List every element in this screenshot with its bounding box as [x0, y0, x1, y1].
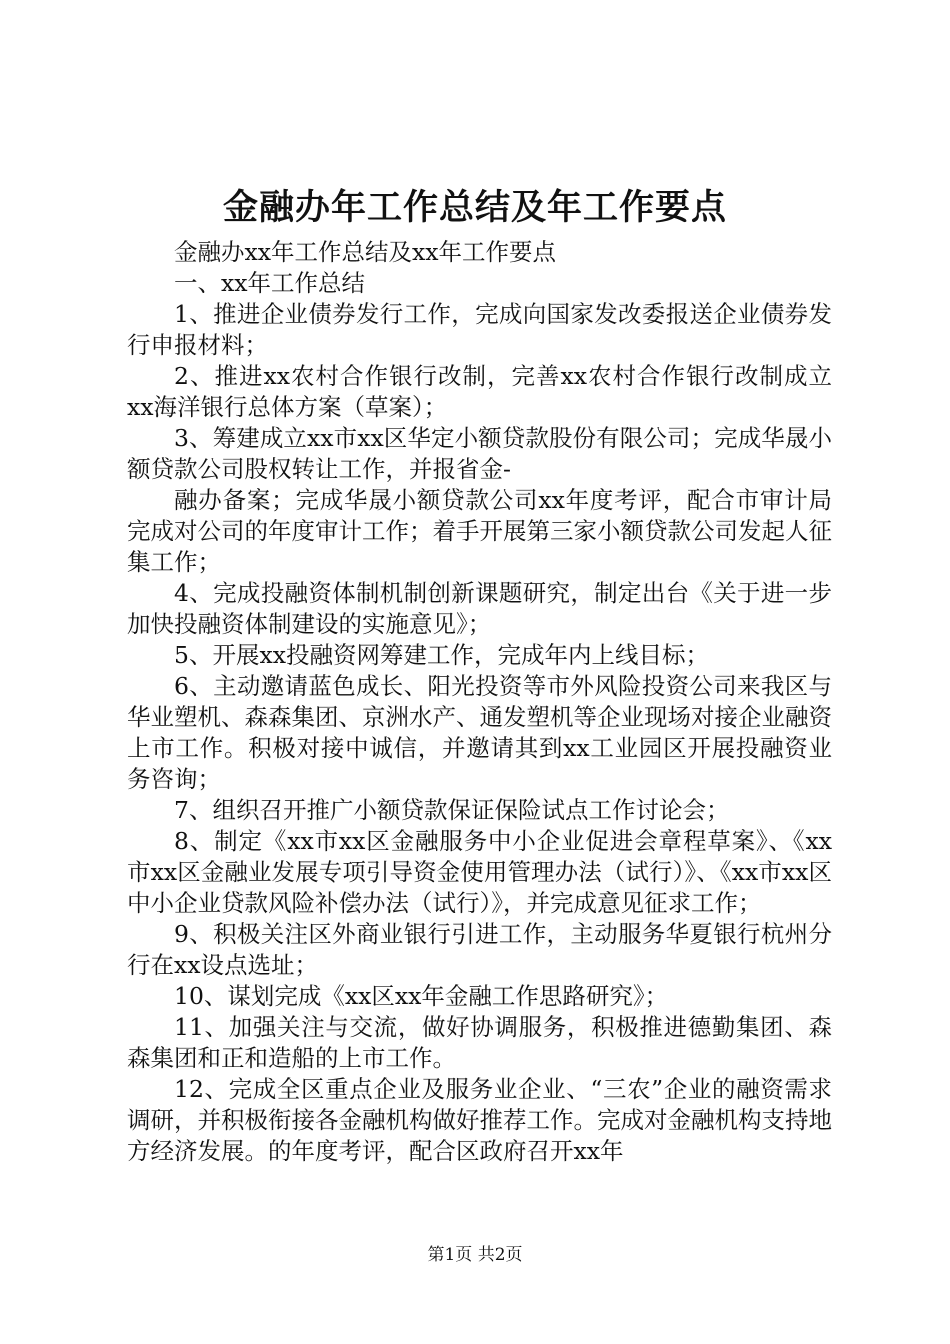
document-title: 金融办年工作总结及年工作要点 [222, 187, 727, 228]
paragraph-item-1: 1、推进企业债券发行工作，完成向国家发改委报送企业债券发行申报材料； [127, 300, 832, 359]
paragraph-item-4: 4、完成投融资体制机制创新课题研究，制定出台《关于进一步加快投融资体制建设的实施意见》； [127, 579, 832, 638]
paragraph-item-10: 10、谋划完成《xx区xx年金融工作思路研究》； [174, 982, 669, 1010]
paragraph-item-5: 5、开展xx投融资网筹建工作，完成年内上线目标； [174, 641, 709, 669]
paragraph-item-12: 12、完成全区重点企业及服务业企业、“三农”企业的融资需求调研，并积极衔接各金融机构做好推荐工作。完成对金融机构支持地方经济发展。的年度考评，配合区政府召开xx年 [127, 1075, 832, 1165]
paragraph-item-8: 8、制定《xx市xx区金融服务中小企业促进会章程草案》、《xx市xx区金融业发展专项引导资金使用管理办法（试行）》、《xx市xx区中小企业贷款风险补偿办法（试行）》，并完成意见征求工作； [127, 827, 832, 917]
paragraph-item-2: 2、推进xx农村合作银行改制，完善xx农村合作银行改制成立xx海洋银行总体方案（草案）； [127, 362, 832, 421]
paragraph-item-7: 7、组织召开推广小额贷款保证保险试点工作讨论会； [174, 796, 730, 824]
paragraph-subtitle: 金融办xx年工作总结及xx年工作要点 [174, 238, 557, 266]
paragraph-section-heading: 一、xx年工作总结 [174, 269, 366, 297]
paragraph-item-6: 6、主动邀请蓝色成长、阳光投资等市外风险投资公司来我区与华业塑机、森森集团、京洲水产、通发塑机等企业现场对接企业融资上市工作。积极对接中诚信，并邀请其到xx工业园区开展投融资业务咨询； [127, 672, 832, 793]
paragraph-item-3-continued: 融办备案；完成华晟小额贷款公司xx年度考评，配合市审计局完成对公司的年度审计工作；着手开展第三家小额贷款公司发起人征集工作； [127, 486, 832, 576]
document-body [127, 237, 832, 1167]
paragraph-item-9: 9、积极关注区外商业银行引进工作，主动服务华夏银行杭州分行在xx设点选址； [127, 920, 832, 979]
paragraph-item-11: 11、加强关注与交流，做好协调服务，积极推进德勤集团、森森集团和正和造船的上市工作。 [127, 1013, 832, 1072]
paragraph-item-3: 3、筹建成立xx市xx区华定小额贷款股份有限公司；完成华晟小额贷款公司股权转让工作，并报省金- [127, 424, 832, 483]
page-footer: 第1页 共2页 [427, 1245, 523, 1265]
